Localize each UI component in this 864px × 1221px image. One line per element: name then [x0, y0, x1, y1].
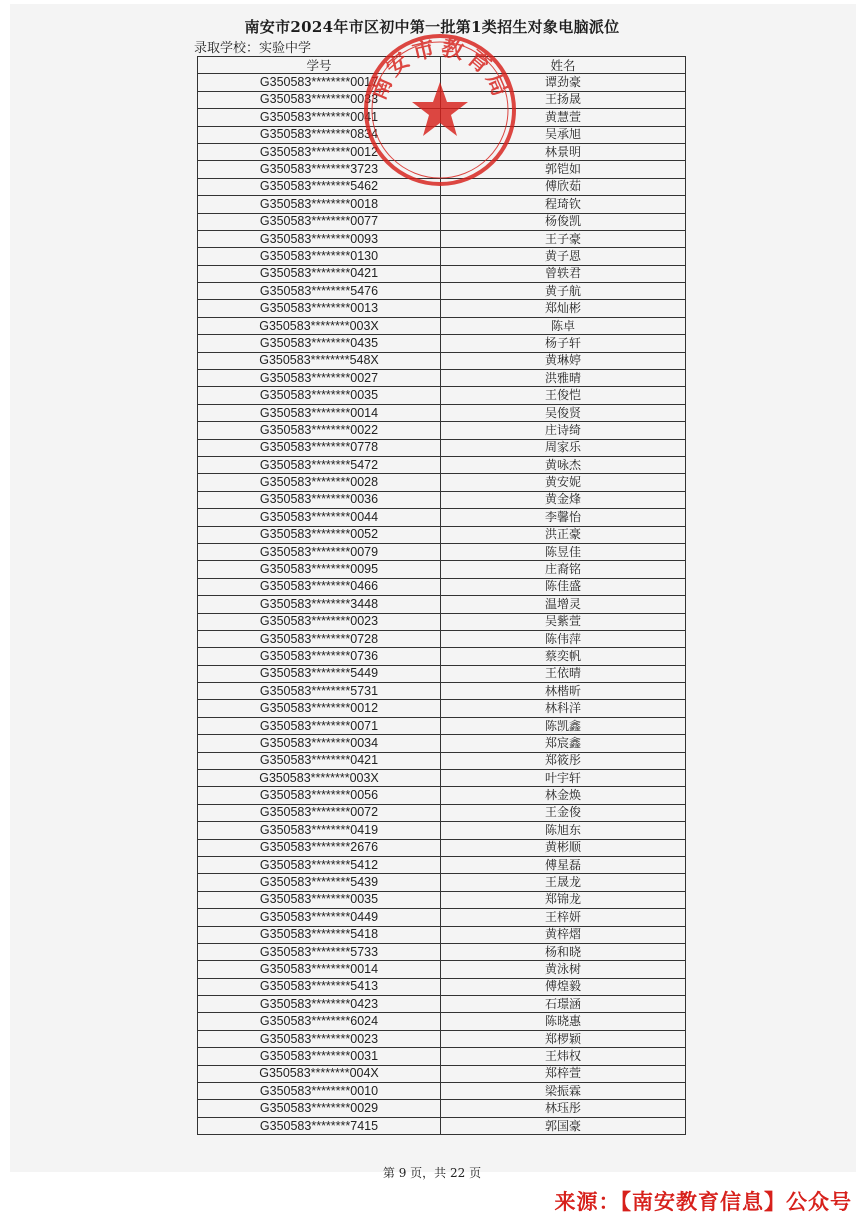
- table-row: [198, 387, 686, 404]
- table-row: [198, 543, 686, 560]
- student-id-cell: G350583********2676: [198, 839, 441, 856]
- table-row: [198, 630, 686, 647]
- student-id-cell: G350583********6024: [198, 1013, 441, 1030]
- student-id-cell: G350583********0033: [198, 91, 441, 108]
- student-id-cell: G350583********0052: [198, 526, 441, 543]
- student-name-cell: 王扬晟: [441, 91, 686, 108]
- student-name-cell: 庄裔铭: [441, 561, 686, 578]
- student-name-cell: 陈伟萍: [441, 630, 686, 647]
- student-id-cell: G350583********5462: [198, 178, 441, 195]
- table-row: [198, 509, 686, 526]
- student-id-cell: G350583********0435: [198, 335, 441, 352]
- table-row: [198, 352, 686, 369]
- student-id-cell: G350583********0449: [198, 909, 441, 926]
- student-id-cell: G350583********5472: [198, 456, 441, 473]
- student-id-cell: G350583********004X: [198, 1065, 441, 1082]
- table-row: [198, 1048, 686, 1065]
- student-name-cell: 吴俊贤: [441, 404, 686, 421]
- student-name-cell: 林科洋: [441, 700, 686, 717]
- student-name-cell: 林楷昕: [441, 683, 686, 700]
- admission-table: [197, 56, 686, 1135]
- student-id-cell: G350583********5412: [198, 856, 441, 873]
- student-name-cell: 黄慧萱: [441, 109, 686, 126]
- table-row: [198, 752, 686, 769]
- student-name-cell: 谭劲豪: [441, 74, 686, 91]
- student-id-cell: G350583********0014: [198, 404, 441, 421]
- student-name-cell: 周家乐: [441, 439, 686, 456]
- student-id-cell: G350583********0012: [198, 700, 441, 717]
- student-id-cell: G350583********0027: [198, 370, 441, 387]
- student-id-cell: G350583********0041: [198, 109, 441, 126]
- table-row: [198, 161, 686, 178]
- student-name-cell: 温增灵: [441, 596, 686, 613]
- student-id-cell: G350583********0036: [198, 491, 441, 508]
- table-row: [198, 665, 686, 682]
- table-row: [198, 700, 686, 717]
- table-row: [198, 317, 686, 334]
- table-row: [198, 196, 686, 213]
- student-id-cell: G350583********0834: [198, 126, 441, 143]
- table-row: [198, 891, 686, 908]
- student-id-cell: G350583********0022: [198, 422, 441, 439]
- student-id-cell: G350583********003X: [198, 770, 441, 787]
- student-name-cell: 程琦钦: [441, 196, 686, 213]
- table-row: [198, 213, 686, 230]
- student-name-cell: 王金俊: [441, 804, 686, 821]
- student-name-cell: 黄咏杰: [441, 456, 686, 473]
- table-row: [198, 91, 686, 108]
- table-row: [198, 683, 686, 700]
- table-header-row: [198, 57, 686, 74]
- student-name-cell: 黄泳树: [441, 961, 686, 978]
- student-id-cell: G350583********548X: [198, 352, 441, 369]
- student-name-cell: 傅煌毅: [441, 978, 686, 995]
- table-row: [198, 1083, 686, 1100]
- table-row: [198, 230, 686, 247]
- student-id-cell: G350583********0736: [198, 648, 441, 665]
- student-id-cell: G350583********0130: [198, 248, 441, 265]
- student-name-cell: 陈凯鑫: [441, 717, 686, 734]
- table-row: [198, 735, 686, 752]
- student-id-cell: G350583********7415: [198, 1117, 441, 1134]
- student-id-cell: G350583********5476: [198, 283, 441, 300]
- student-id-cell: G350583********0031: [198, 1048, 441, 1065]
- student-name-cell: 王子豪: [441, 230, 686, 247]
- student-name-cell: 郭国豪: [441, 1117, 686, 1134]
- table-row: [198, 1100, 686, 1117]
- student-id-cell: G350583********3448: [198, 596, 441, 613]
- student-id-cell: G350583********0017: [198, 74, 441, 91]
- document-title: 南安市2024年市区初中第一批第1类招生对象电脑派位: [244, 18, 620, 36]
- student-name-cell: 黄安妮: [441, 474, 686, 491]
- student-name-cell: 林景明: [441, 143, 686, 160]
- student-id-cell: G350583********0072: [198, 804, 441, 821]
- student-id-cell: G350583********0012: [198, 143, 441, 160]
- student-id-cell: G350583********0035: [198, 891, 441, 908]
- student-name-cell: 郑宸鑫: [441, 735, 686, 752]
- table-row: [198, 126, 686, 143]
- table-row: [198, 422, 686, 439]
- table-row: [198, 265, 686, 282]
- table-row: [198, 978, 686, 995]
- table-row: [198, 822, 686, 839]
- school-label: 录取学校：实验中学: [194, 41, 312, 56]
- student-name-cell: 林珏彤: [441, 1100, 686, 1117]
- table-row: [198, 143, 686, 160]
- student-name-cell: 林金焕: [441, 787, 686, 804]
- student-id-cell: G350583********5731: [198, 683, 441, 700]
- student-id-cell: G350583********0071: [198, 717, 441, 734]
- student-name-cell: 陈佳盛: [441, 578, 686, 595]
- student-id-cell: G350583********0423: [198, 996, 441, 1013]
- table-row: [198, 874, 686, 891]
- student-name-cell: 洪正豪: [441, 526, 686, 543]
- student-id-cell: G350583********0077: [198, 213, 441, 230]
- student-id-cell: G350583********5733: [198, 943, 441, 960]
- student-id-cell: G350583********0028: [198, 474, 441, 491]
- student-id-cell: G350583********5413: [198, 978, 441, 995]
- table-row: [198, 1013, 686, 1030]
- student-id-cell: G350583********0035: [198, 387, 441, 404]
- svg-text:南安市教育局: 南安市教育局: [365, 34, 515, 104]
- student-name-cell: 李馨怡: [441, 509, 686, 526]
- table-row: [198, 283, 686, 300]
- student-id-cell: G350583********0079: [198, 543, 441, 560]
- student-name-cell: 陈卓: [441, 317, 686, 334]
- table-row: [198, 74, 686, 91]
- table-row: [198, 1065, 686, 1082]
- student-id-cell: G350583********0093: [198, 230, 441, 247]
- student-id-cell: G350583********0421: [198, 265, 441, 282]
- table-row: [198, 578, 686, 595]
- student-name-cell: 曾轶君: [441, 265, 686, 282]
- table-row: [198, 1117, 686, 1134]
- student-id-cell: G350583********0466: [198, 578, 441, 595]
- table-row: [198, 787, 686, 804]
- student-name-cell: 陈旭东: [441, 822, 686, 839]
- student-id-cell: G350583********0014: [198, 961, 441, 978]
- table-row: [198, 491, 686, 508]
- student-name-cell: 王晟龙: [441, 874, 686, 891]
- student-name-cell: 吴承旭: [441, 126, 686, 143]
- table-row: [198, 300, 686, 317]
- student-id-cell: G350583********0018: [198, 196, 441, 213]
- student-name-cell: 黄子航: [441, 283, 686, 300]
- student-id-cell: G350583********0010: [198, 1083, 441, 1100]
- column-header-id: 学号: [198, 57, 441, 74]
- student-name-cell: 杨子轩: [441, 335, 686, 352]
- student-name-cell: 洪雅晴: [441, 370, 686, 387]
- table-row: [198, 804, 686, 821]
- student-name-cell: 叶宇轩: [441, 770, 686, 787]
- student-name-cell: 傅星磊: [441, 856, 686, 873]
- student-id-cell: G350583********0034: [198, 735, 441, 752]
- table-row: [198, 648, 686, 665]
- student-name-cell: 庄诗绮: [441, 422, 686, 439]
- column-header-name: 姓名: [441, 57, 686, 74]
- student-name-cell: 杨俊凯: [441, 213, 686, 230]
- student-name-cell: 郑锦龙: [441, 891, 686, 908]
- student-name-cell: 吴紫萱: [441, 613, 686, 630]
- student-id-cell: G350583********5449: [198, 665, 441, 682]
- student-name-cell: 王依晴: [441, 665, 686, 682]
- student-name-cell: 傅欣茹: [441, 178, 686, 195]
- student-id-cell: G350583********0023: [198, 613, 441, 630]
- table-row: [198, 839, 686, 856]
- student-name-cell: 郑椤颖: [441, 1030, 686, 1047]
- student-name-cell: 黄子恩: [441, 248, 686, 265]
- student-id-cell: G350583********0421: [198, 752, 441, 769]
- student-id-cell: G350583********5439: [198, 874, 441, 891]
- student-name-cell: 郭铠如: [441, 161, 686, 178]
- student-name-cell: 郑灿彬: [441, 300, 686, 317]
- table-row: [198, 561, 686, 578]
- table-row: [198, 717, 686, 734]
- student-id-cell: G350583********0095: [198, 561, 441, 578]
- table-row: [198, 596, 686, 613]
- table-row: [198, 909, 686, 926]
- student-id-cell: G350583********0728: [198, 630, 441, 647]
- student-id-cell: G350583********0023: [198, 1030, 441, 1047]
- student-name-cell: 杨和晓: [441, 943, 686, 960]
- source-caption: 来源：【南安教育信息】公众号: [554, 1190, 852, 1214]
- table-body: [198, 74, 686, 1135]
- student-name-cell: 黄琳婷: [441, 352, 686, 369]
- student-name-cell: 石璟涵: [441, 996, 686, 1013]
- student-id-cell: G350583********3723: [198, 161, 441, 178]
- student-name-cell: 王炜权: [441, 1048, 686, 1065]
- student-id-cell: G350583********0044: [198, 509, 441, 526]
- student-name-cell: 黄金烽: [441, 491, 686, 508]
- table-row: [198, 926, 686, 943]
- table-row: [198, 474, 686, 491]
- student-id-cell: G350583********5418: [198, 926, 441, 943]
- table-row: [198, 439, 686, 456]
- student-name-cell: 蔡奕帆: [441, 648, 686, 665]
- table-row: [198, 456, 686, 473]
- student-name-cell: 陈昱佳: [441, 543, 686, 560]
- student-id-cell: G350583********0029: [198, 1100, 441, 1117]
- student-name-cell: 黄彬顺: [441, 839, 686, 856]
- page-footer: 第 9 页，共 22 页: [382, 1166, 482, 1180]
- table-row: [198, 770, 686, 787]
- table-row: [198, 248, 686, 265]
- student-id-cell: G350583********0778: [198, 439, 441, 456]
- student-name-cell: 陈晓惠: [441, 1013, 686, 1030]
- table-row: [198, 335, 686, 352]
- table-row: [198, 856, 686, 873]
- table-row: [198, 526, 686, 543]
- table-row: [198, 404, 686, 421]
- table-row: [198, 370, 686, 387]
- table-row: [198, 943, 686, 960]
- table-row: [198, 961, 686, 978]
- student-id-cell: G350583********0013: [198, 300, 441, 317]
- student-name-cell: 黄梓熠: [441, 926, 686, 943]
- table-row: [198, 178, 686, 195]
- table-row: [198, 1030, 686, 1047]
- student-name-cell: 王梓妍: [441, 909, 686, 926]
- table-row: [198, 996, 686, 1013]
- student-id-cell: G350583********003X: [198, 317, 441, 334]
- table-row: [198, 109, 686, 126]
- student-name-cell: 郑梓萱: [441, 1065, 686, 1082]
- student-name-cell: 王俊恺: [441, 387, 686, 404]
- student-name-cell: 郑筱彤: [441, 752, 686, 769]
- student-id-cell: G350583********0419: [198, 822, 441, 839]
- table-row: [198, 613, 686, 630]
- student-name-cell: 梁振霖: [441, 1083, 686, 1100]
- student-id-cell: G350583********0056: [198, 787, 441, 804]
